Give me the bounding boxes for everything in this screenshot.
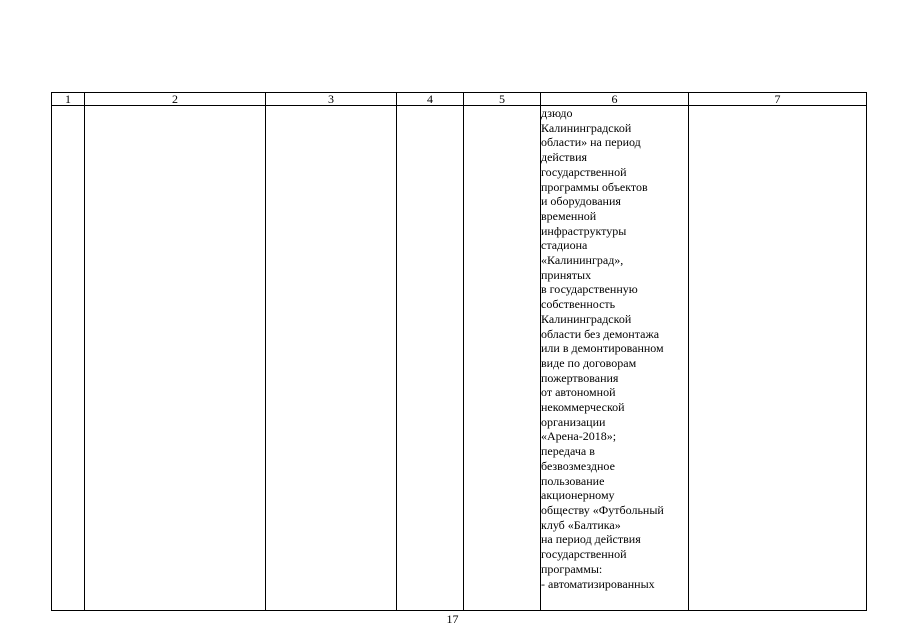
cell-text-line: «Арена-2018»; <box>541 429 617 444</box>
cell-text-line: виде по договорам <box>541 355 637 370</box>
cell-text-line: собственность <box>541 297 616 312</box>
column-header-1: 1 <box>52 93 85 106</box>
table-row <box>52 106 867 611</box>
cell-text-line: в государственную <box>541 282 638 297</box>
cell-col-2 <box>85 106 266 611</box>
cell-col-6 <box>541 106 689 611</box>
page-number: 17 <box>446 612 459 626</box>
cell-col-4 <box>397 106 464 611</box>
cell-col-5 <box>464 106 541 611</box>
cell-col-1 <box>52 106 85 611</box>
column-header-7: 7 <box>689 93 867 106</box>
column-header-6: 6 <box>541 93 689 106</box>
cell-text-line: Калининградской <box>541 120 632 135</box>
column-header-5: 5 <box>464 93 541 106</box>
document-table <box>51 92 867 611</box>
cell-text-line: государственной <box>541 164 627 179</box>
cell-text-line: действия <box>541 150 588 165</box>
cell-col-7 <box>689 106 867 611</box>
cell-text-line: области» на период <box>541 135 641 150</box>
cell-text-line: или в демонтированном <box>541 341 664 356</box>
cell-text-line: на период действия <box>541 532 641 547</box>
column-header-3: 3 <box>266 93 397 106</box>
cell-text-line: и оборудования <box>541 194 621 209</box>
cell-text-line: клуб «Балтика» <box>541 517 621 532</box>
cell-text-line: стадиона <box>541 238 588 253</box>
cell-text-line: «Калининград», <box>541 253 624 268</box>
cell-text-line: пожертвования <box>541 370 619 385</box>
column-header-2: 2 <box>85 93 266 106</box>
cell-text-line: акционерному <box>541 488 615 503</box>
cell-text-line: временной <box>541 208 597 223</box>
cell-col-3 <box>266 106 397 611</box>
cell-text-line: пользование <box>541 473 605 488</box>
cell-text-line: от автономной <box>541 385 616 400</box>
cell-text-line: безвозмездное <box>541 458 615 473</box>
cell-text-line: обществу «Футбольный <box>541 502 664 517</box>
cell-text-line: передача в <box>541 444 595 459</box>
cell-text-line: дзюдо <box>541 106 573 120</box>
column-header-4: 4 <box>397 93 464 106</box>
cell-text-line: - автоматизированных <box>541 576 655 591</box>
cell-text-line: программы: <box>541 561 603 576</box>
cell-text-line: области без демонтажа <box>541 326 660 341</box>
cell-text-line: организации <box>541 414 606 429</box>
cell-text-line: инфраструктуры <box>541 223 627 238</box>
cell-text-line: государственной <box>541 547 627 562</box>
cell-text-line: программы объектов <box>541 179 648 194</box>
cell-text-line: принятых <box>541 267 592 282</box>
column-number-row <box>52 93 867 106</box>
cell-text-line: Калининградской <box>541 311 632 326</box>
cell-text-line: некоммерческой <box>541 400 625 415</box>
